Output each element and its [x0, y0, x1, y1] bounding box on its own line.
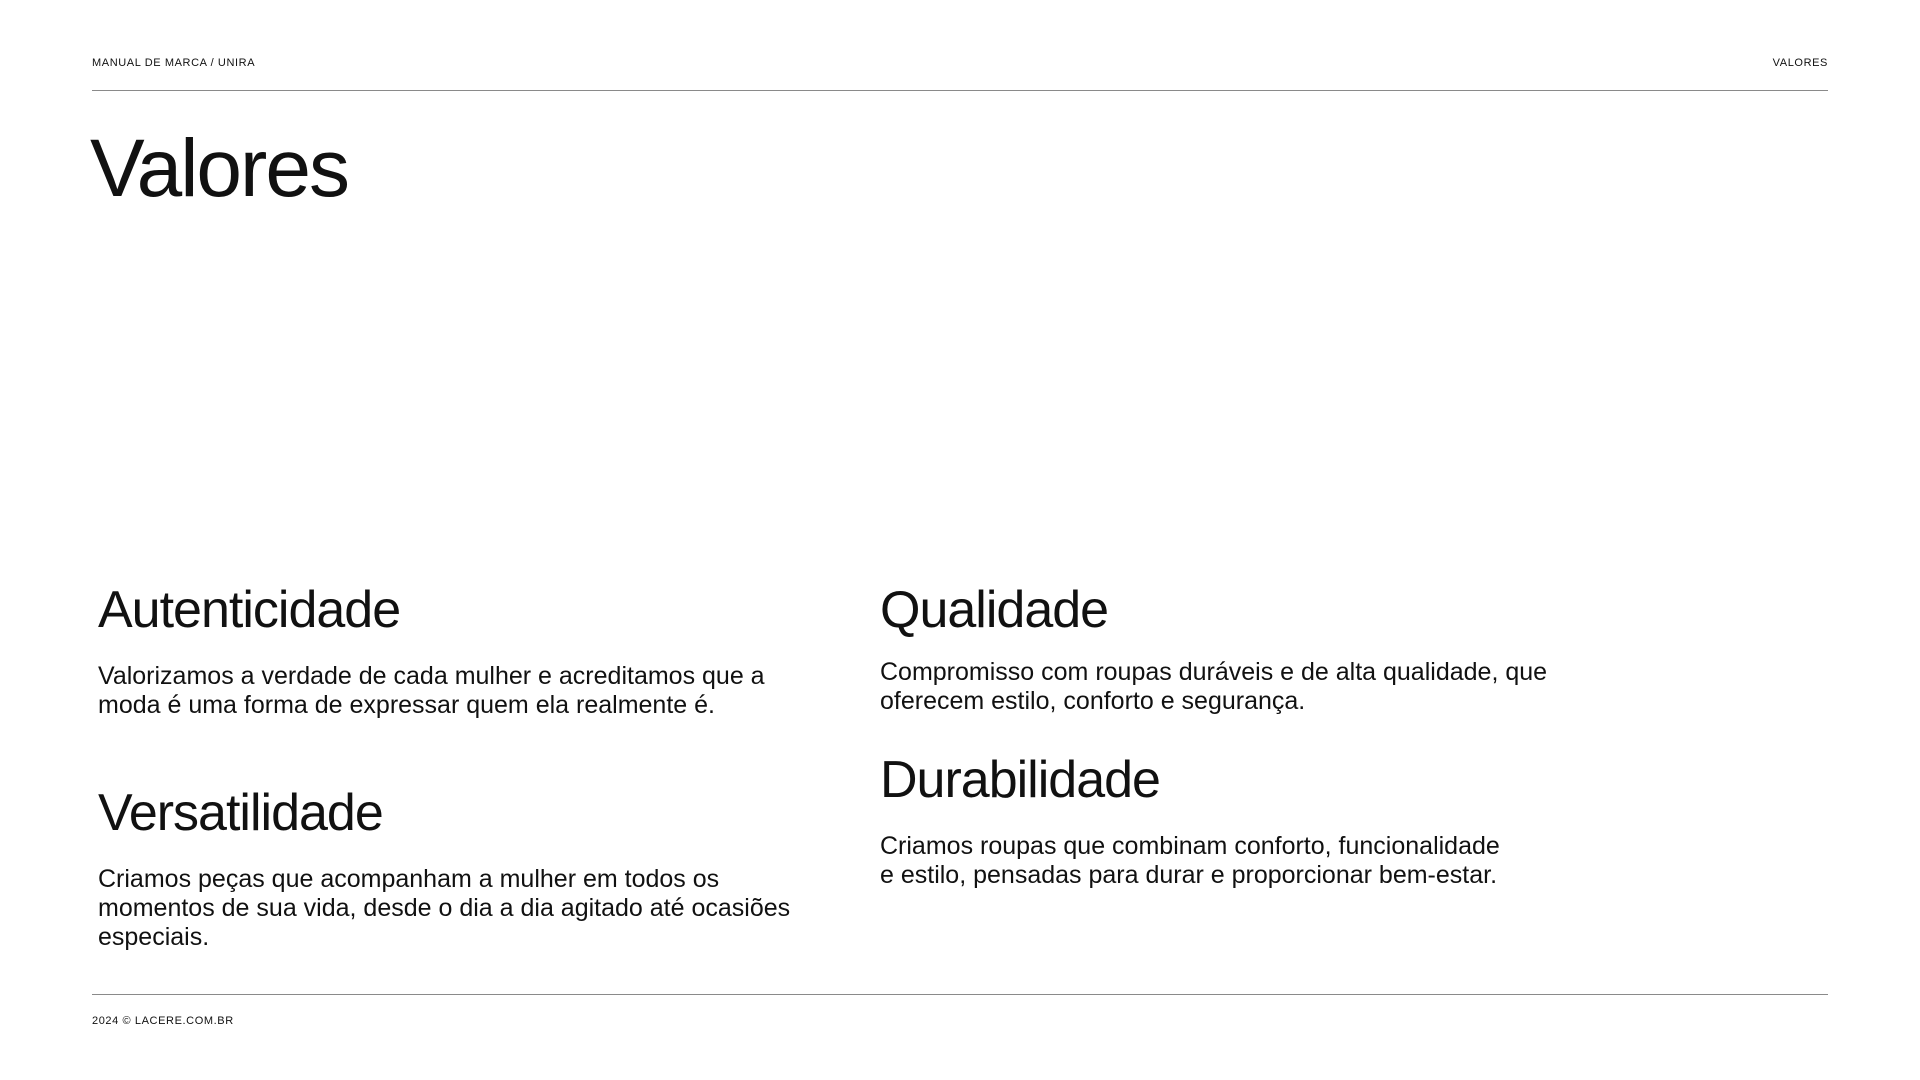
value-title: Versatilidade [98, 784, 383, 842]
value-qualidade [880, 581, 1570, 716]
value-description: Compromisso com roupas duráveis e de alta qualidade, que oferecem estilo, conforto e segurança. [880, 658, 1548, 715]
value-versatilidade [98, 784, 818, 952]
page-footer [92, 994, 1828, 1027]
value-description: Valorizamos a verdade de cada mulher e acreditamos que a moda é uma forma de expressar quem ela realmente é. [98, 662, 765, 719]
value-durabilidade [880, 751, 1500, 890]
breadcrumb: MANUAL DE MARCA / UNIRA [92, 57, 256, 69]
page-header [92, 0, 1828, 91]
page-title: Valores [90, 123, 348, 214]
value-title: Durabilidade [880, 751, 1160, 809]
section-label: VALORES [1772, 57, 1828, 69]
value-title: Qualidade [880, 581, 1109, 639]
value-autenticidade [98, 581, 818, 720]
value-description: Criamos peças que acompanham a mulher em todos os momentos de sua vida, desde o dia a dia agitado até ocasiões especiais. [98, 865, 791, 951]
footer-copyright: 2024 © LACERE.COM.BR [92, 1015, 234, 1027]
value-description: Criamos roupas que combinam conforto, funcionalidade e estilo, pensadas para durar e proporcionar bem-estar. [880, 832, 1500, 889]
value-title: Autenticidade [98, 581, 401, 639]
